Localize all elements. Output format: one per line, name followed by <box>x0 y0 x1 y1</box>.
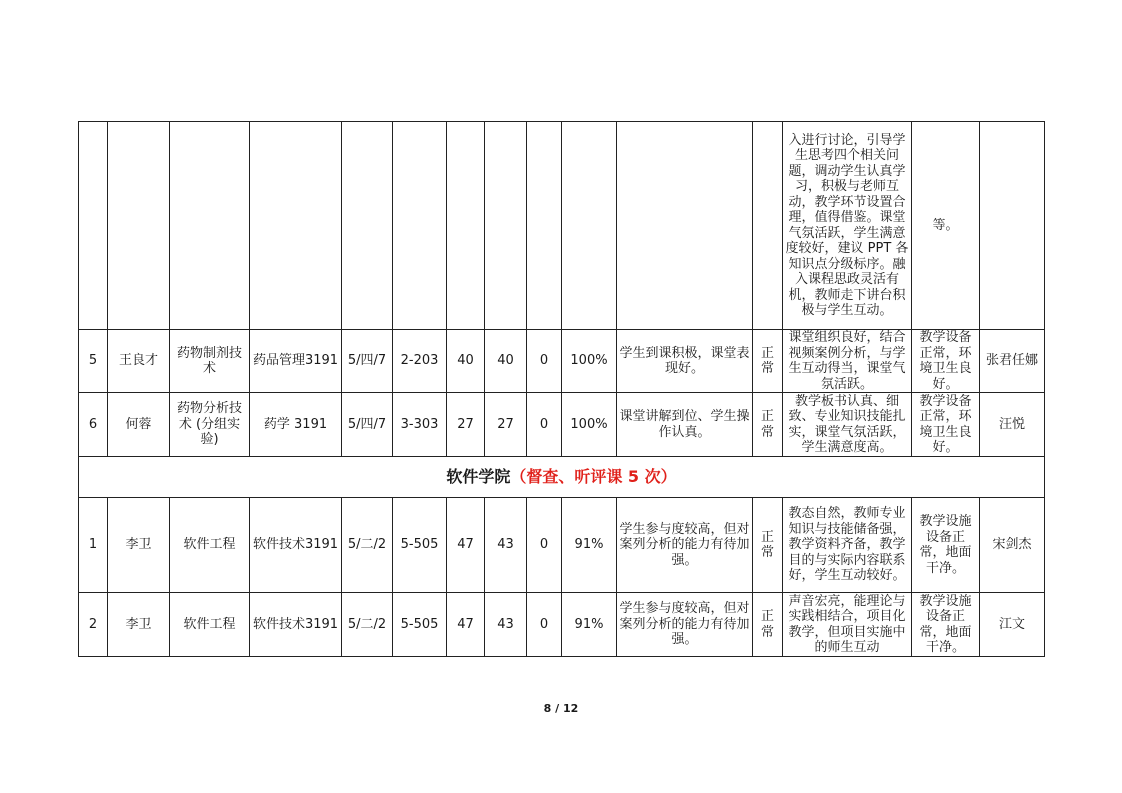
attendance-cell: 学生参与度较高，但对案列分析的能力有待加强。 <box>617 498 753 593</box>
attendance-cell: 学生参与度较高，但对案列分析的能力有待加强。 <box>617 593 753 657</box>
absent-cell: 0 <box>527 330 562 393</box>
class-cell: 软件技术3191 <box>250 593 342 657</box>
page-number: 8 / 12 <box>543 702 579 715</box>
table-row <box>79 593 1045 657</box>
actual-attend-cell: 43 <box>485 593 527 657</box>
inspector-cell: 江文 <box>980 593 1045 657</box>
date-cell: 5/二/2 <box>342 498 393 593</box>
section-name: 软件学院 <box>446 467 511 487</box>
row-no: 6 <box>79 393 108 457</box>
actual-attend-cell: 27 <box>485 393 527 457</box>
course-cell: 软件工程 <box>170 593 250 657</box>
order-cell: 正常 <box>753 593 783 657</box>
class-cell: 药品管理3191 <box>250 330 342 393</box>
facility-cell: 教学设备正常，环境卫生良好。 <box>912 330 980 393</box>
order-cell: 正常 <box>753 498 783 593</box>
table-row <box>79 122 1045 330</box>
room-cell: 3-303 <box>393 393 447 457</box>
course-cell: 软件工程 <box>170 498 250 593</box>
actual-attend-cell: 40 <box>485 330 527 393</box>
table-row <box>79 498 1045 593</box>
section-note: （督查、听评课 5 次） <box>510 467 677 487</box>
inspector-cell: 宋剑杰 <box>980 498 1045 593</box>
room-cell: 5-505 <box>393 593 447 657</box>
rate-cell: 91% <box>562 593 617 657</box>
row-no: 1 <box>79 498 108 593</box>
absent-cell: 0 <box>527 593 562 657</box>
absent-cell: 0 <box>527 498 562 593</box>
teacher-cell: 何蓉 <box>108 393 170 457</box>
row-no: 2 <box>79 593 108 657</box>
should-attend-cell: 47 <box>447 498 485 593</box>
should-attend-cell: 47 <box>447 593 485 657</box>
order-cell: 正常 <box>753 330 783 393</box>
evaluation-cell: 入进行讨论，引导学生思考四个相关问题，调动学生认真学习，积极与老师互动，教学环节设置合理，值得借鉴。课堂气氛活跃，学生满意度较好，建议 PPT 各知识点分级标序。融入课程思政灵活有机，教师走下讲台积极与学生互动。 <box>783 122 912 330</box>
evaluation-cell: 声音宏亮，能理论与实践相结合，项目化教学，但项目实施中的师生互动 <box>783 593 912 657</box>
table-row <box>79 330 1045 393</box>
inspection-table <box>78 121 1045 657</box>
order-cell: 正常 <box>753 393 783 457</box>
facility-cell: 教学设备正常，环境卫生良好。 <box>912 393 980 457</box>
rate-cell: 100% <box>562 393 617 457</box>
actual-attend-cell: 43 <box>485 498 527 593</box>
rate-cell: 91% <box>562 498 617 593</box>
row-no: 5 <box>79 330 108 393</box>
attendance-cell: 课堂讲解到位、学生操作认真。 <box>617 393 753 457</box>
inspector-cell: 汪悦 <box>980 393 1045 457</box>
room-cell: 5-505 <box>393 498 447 593</box>
evaluation-cell: 教学板书认真、细致、专业知识技能扎实，课堂气氛活跃，学生满意度高。 <box>783 393 912 457</box>
section-header-row <box>79 457 1045 498</box>
class-cell: 药学 3191 <box>250 393 342 457</box>
course-cell: 药物制剂技术 <box>170 330 250 393</box>
evaluation-cell: 课堂组织良好，结合视频案例分析，与学生互动得当，课堂气氛活跃。 <box>783 330 912 393</box>
attendance-cell: 学生到课积极，课堂表现好。 <box>617 330 753 393</box>
absent-cell: 0 <box>527 393 562 457</box>
inspector-cell: 张君任娜 <box>980 330 1045 393</box>
should-attend-cell: 40 <box>447 330 485 393</box>
date-cell: 5/四/7 <box>342 393 393 457</box>
facility-cell: 教学设施设备正常，地面干净。 <box>912 498 980 593</box>
date-cell: 5/二/2 <box>342 593 393 657</box>
should-attend-cell: 27 <box>447 393 485 457</box>
rate-cell: 100% <box>562 330 617 393</box>
class-cell: 软件技术3191 <box>250 498 342 593</box>
table-row <box>79 393 1045 457</box>
teacher-cell: 李卫 <box>108 593 170 657</box>
course-cell: 药物分析技术 (分组实验) <box>170 393 250 457</box>
date-cell: 5/四/7 <box>342 330 393 393</box>
teacher-cell: 王良才 <box>108 330 170 393</box>
facility-cell: 等。 <box>912 122 980 330</box>
section-title <box>79 457 1045 498</box>
room-cell: 2-203 <box>393 330 447 393</box>
evaluation-cell: 教态自然，教师专业知识与技能储备强，教学资料齐备，教学目的与实际内容联系好，学生互动较好。 <box>783 498 912 593</box>
teacher-cell: 李卫 <box>108 498 170 593</box>
facility-cell: 教学设施设备正常，地面干净。 <box>912 593 980 657</box>
